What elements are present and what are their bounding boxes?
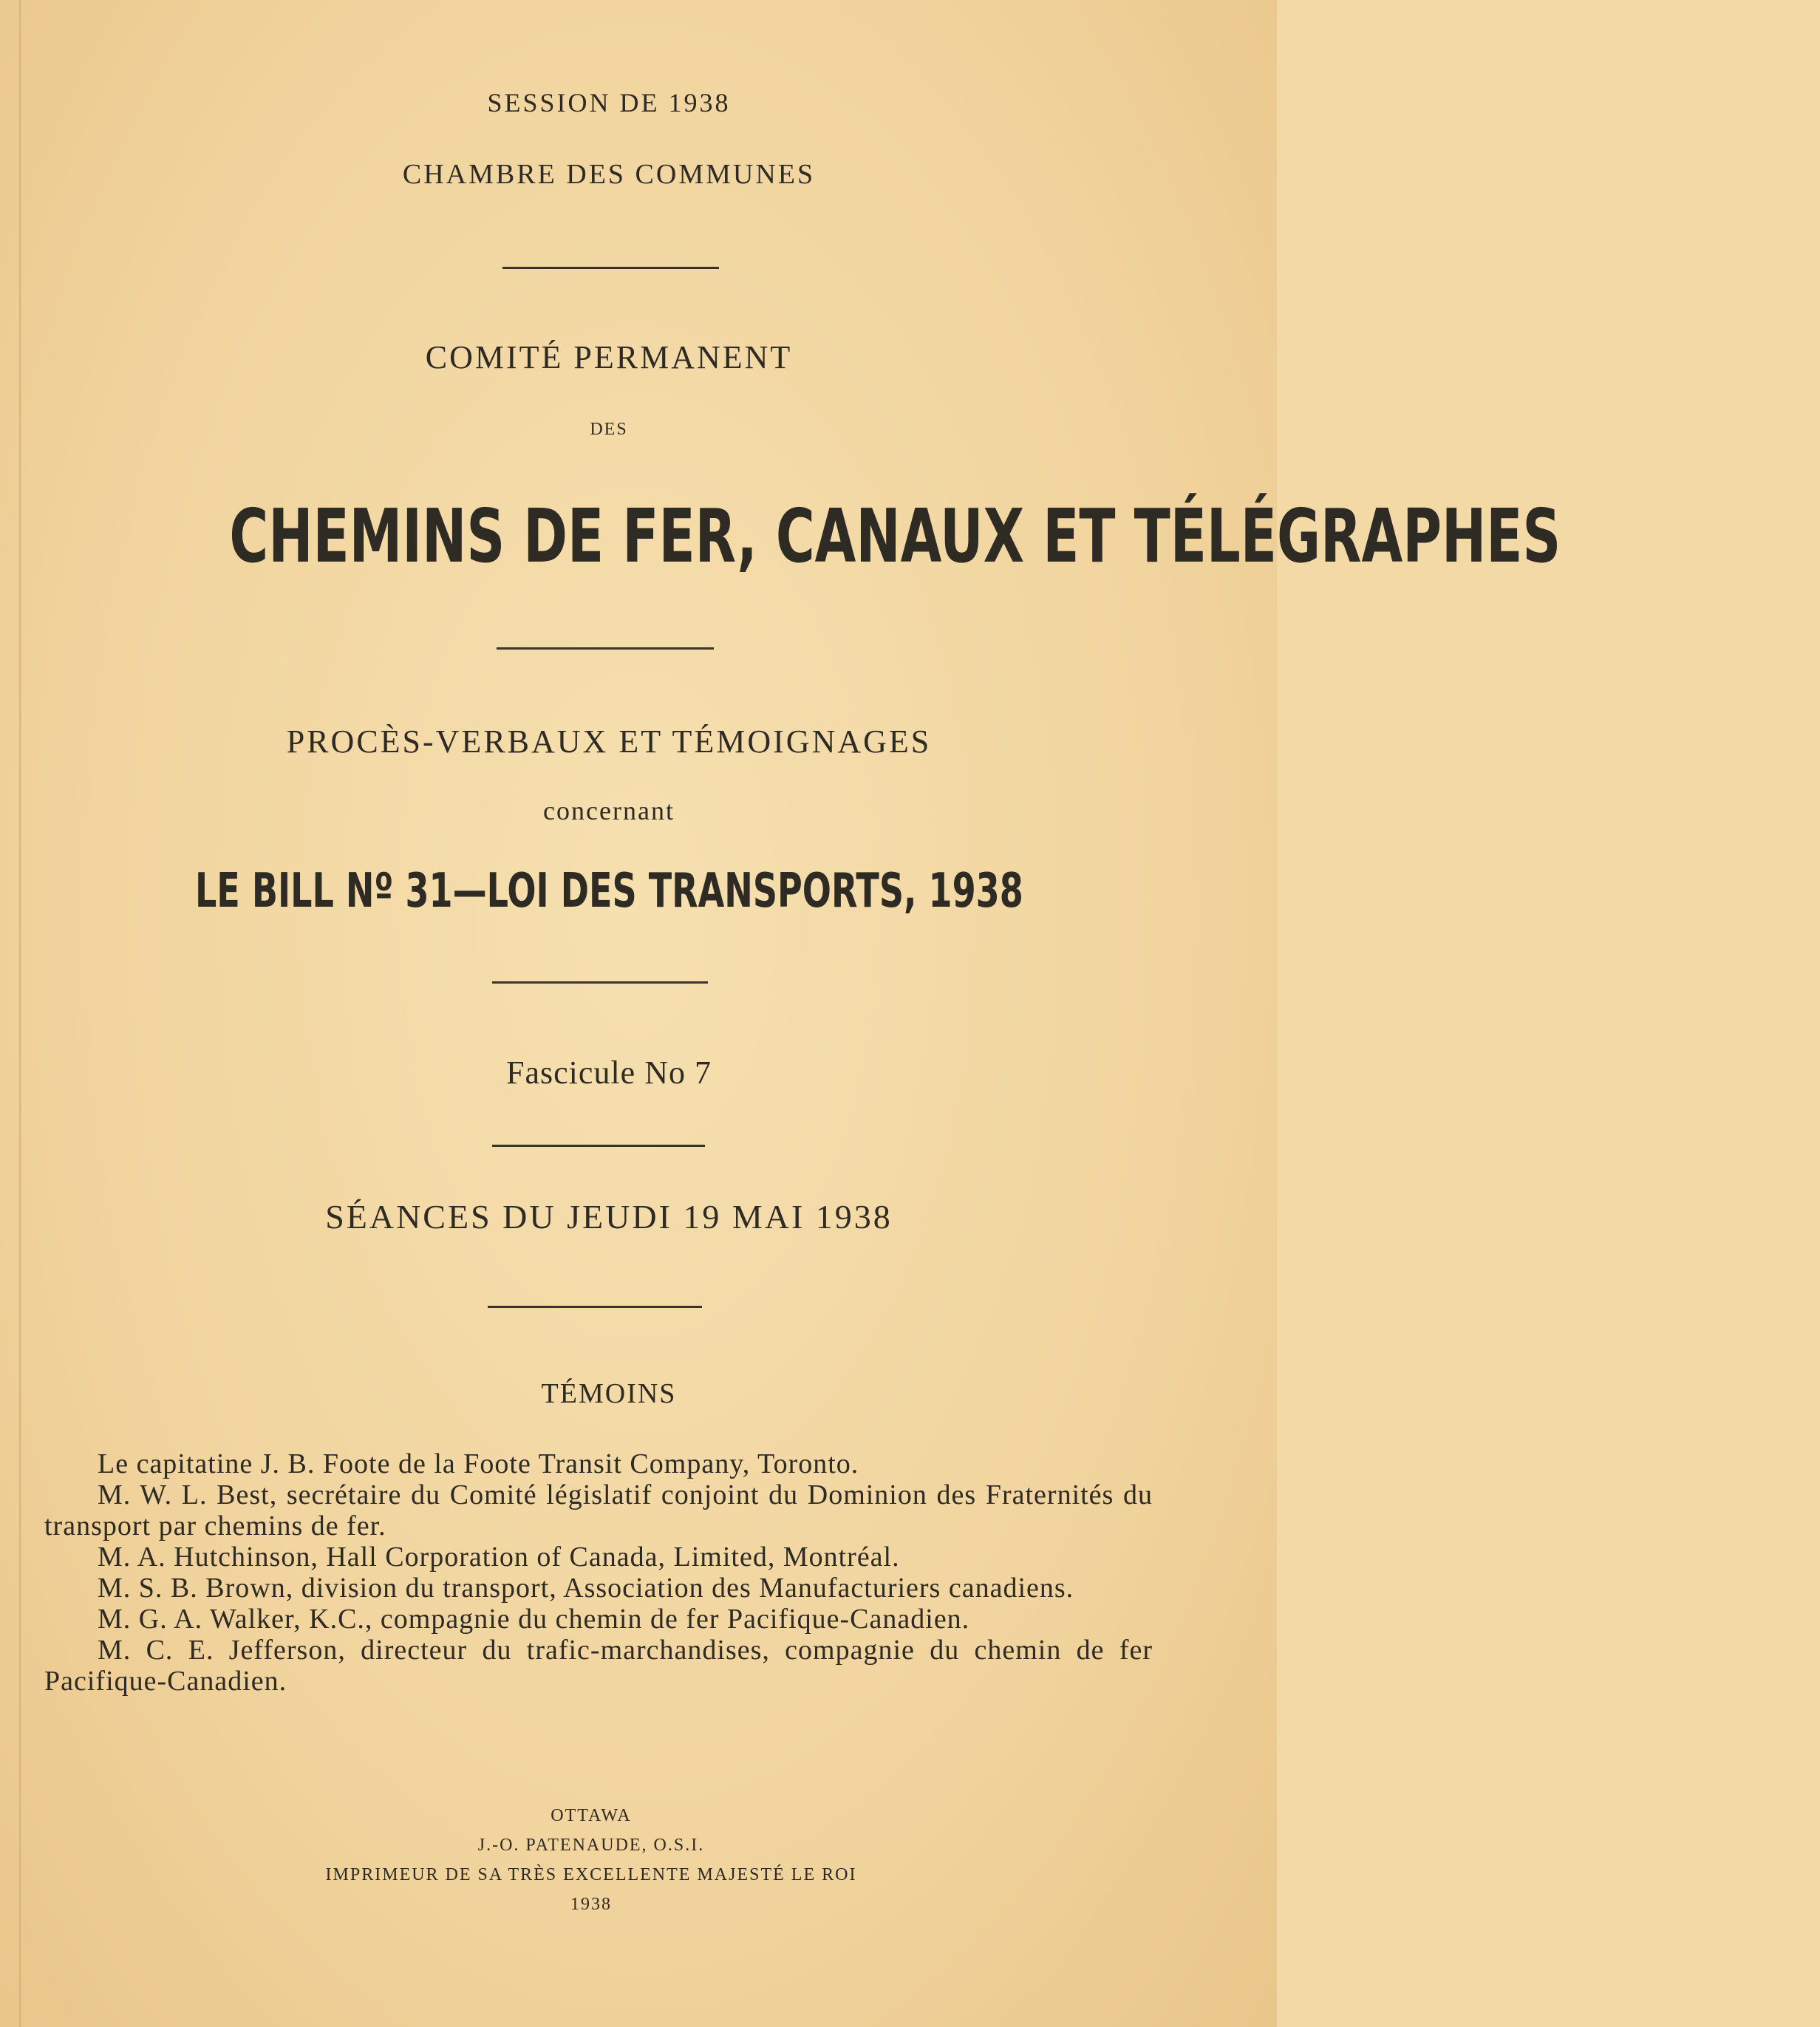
divider-2 xyxy=(497,647,714,650)
chamber-line: CHAMBRE DES COMMUNES xyxy=(402,159,816,190)
session-line: SESSION DE 1938 xyxy=(487,88,731,117)
imprint-printer: J.-O. PATENAUDE, O.S.I. xyxy=(477,1836,705,1855)
divider-1 xyxy=(502,267,719,269)
witness-item: M. S. B. Brown, division du transport, Association des Manufacturiers canadiens. xyxy=(98,1573,1074,1604)
committee-title xyxy=(0,492,1561,582)
imprint-city: OTTAWA xyxy=(551,1806,632,1825)
witness-item: M. A. Hutchinson, Hall Corporation of Canada, Limited, Montréal. xyxy=(98,1541,900,1573)
witness-item: M. G. A. Walker, K.C., compagnie du chemin de fer Pacifique-Canadien. xyxy=(98,1604,970,1635)
imprint-title: IMPRIMEUR DE SA TRÈS EXCELLENTE MAJESTÉ LE ROI xyxy=(325,1865,857,1884)
page-edge xyxy=(19,0,21,2027)
fascicule-line: Fascicule No 7 xyxy=(506,1055,712,1091)
committee-des: DES xyxy=(590,420,628,439)
imprint-year: 1938 xyxy=(570,1895,612,1914)
proceedings-title: PROCÈS-VERBAUX ET TÉMOIGNAGES xyxy=(286,723,932,760)
bill-line xyxy=(0,862,1247,921)
witness-list xyxy=(44,1448,1153,1697)
divider-5 xyxy=(488,1306,702,1308)
bill-text: LE BILL Nº 31—LOI DES TRANSPORTS, 1938 xyxy=(194,864,1023,919)
committee-title-text: CHEMINS DE FER, CANAUX ET TÉLÉGRAPHES xyxy=(229,493,1561,579)
concerning-line: concernant xyxy=(543,796,675,825)
witnesses-heading: TÉMOINS xyxy=(541,1378,677,1409)
witness-item: M. W. L. Best, secrétaire du Comité législatif conjoint du Dominion des Fraternités du transport par chemins de fer. xyxy=(44,1479,1153,1541)
divider-4 xyxy=(492,1145,705,1147)
witness-item: Le capitatine J. B. Foote de la Foote Transit Company, Toronto. xyxy=(98,1448,859,1479)
committee-line: COMITÉ PERMANENT xyxy=(425,339,793,375)
sittings-line: SÉANCES DU JEUDI 19 MAI 1938 xyxy=(325,1198,893,1236)
witness-item: M. C. E. Jefferson, directeur du trafic-marchandises, compagnie du chemin de fer Pacifique-Canadien. xyxy=(44,1635,1153,1697)
divider-3 xyxy=(492,981,708,984)
